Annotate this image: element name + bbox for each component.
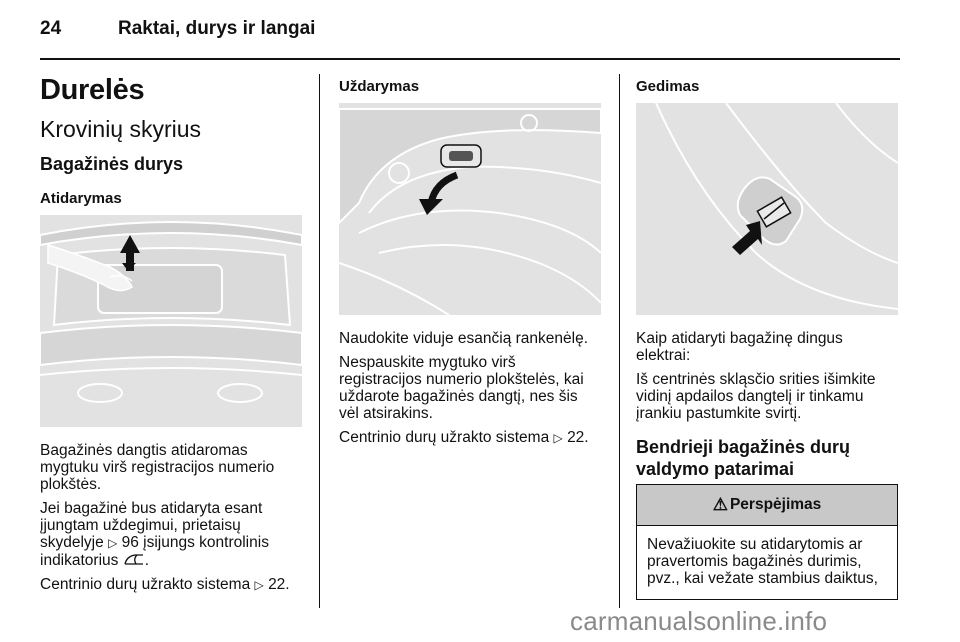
column-1-text <box>40 442 302 601</box>
paragraph-central-locking-ref[interactable] <box>40 576 302 594</box>
tailgate-closing-illustration <box>339 103 601 315</box>
subheading-malfunction: Gedimas <box>636 78 700 95</box>
paragraph-open-button: Bagažinės dangtis atidaromas mygtuku virš registracijos numerio plokštės. <box>40 442 275 493</box>
page-ref-number: 96 <box>121 534 139 551</box>
chapter-title: Raktai, durys ir langai <box>118 18 316 39</box>
paragraph-power-failure: Kaip atidaryti bagažinę dingus elektrai: <box>636 330 843 364</box>
para-text: Centrinio durų užrakto sistema <box>40 576 255 593</box>
page-ref-number: 22. <box>567 429 589 446</box>
emergency-release-illustration <box>636 103 898 315</box>
para-text: . <box>144 552 150 569</box>
page-reference-triangle-icon: ▷ <box>108 536 118 550</box>
subheading-opening: Atidarymas <box>40 190 122 207</box>
page-ref-number: 22. <box>268 576 290 593</box>
paragraph-inside-handle: Naudokite viduje esančią rankenėlę. <box>339 330 589 347</box>
warning-header <box>637 485 897 526</box>
page-reference-triangle-icon: ▷ <box>553 431 563 445</box>
warning-triangle-icon: ⚠ <box>712 495 728 514</box>
watermark: carmanualsonline.info <box>570 606 828 636</box>
column-3-text <box>636 330 898 429</box>
heading-doors: Durelės <box>40 74 145 106</box>
warning-text: Nevažiuokite su atidarytomis ar pravertomis bagažinės durimis, pvz., kai vežate stambius daiktus, <box>647 536 878 587</box>
header-divider <box>40 58 900 60</box>
para-text: įsijungs kontrolinis indikatorius <box>40 534 269 569</box>
column-divider-2 <box>619 74 620 608</box>
figure-emergency-release <box>636 103 898 315</box>
paragraph-do-not-press: Nespauskite mygtuko virš registracijos numerio plokštelės, kai uždarote bagažinės dangtį, nes šis vėl atsirakins. <box>339 354 584 422</box>
page-reference-triangle-icon: ▷ <box>254 578 264 592</box>
para-text: Jei bagažinė bus atidaryta esant įjungtam uždegimui, prietaisų skydelyje <box>40 500 263 551</box>
open-tailgate-indicator-icon <box>123 553 145 567</box>
paragraph-ignition-indicator <box>40 500 302 569</box>
heading-general-tailgate-tips: Bendrieji bagažinės durų valdymo patarimai <box>636 437 851 479</box>
page-number: 24 <box>40 18 62 39</box>
column-2-text <box>339 330 601 454</box>
heading-cargo-compartment: Krovinių skyrius <box>40 116 202 142</box>
heading-tailgate: Bagažinės durys <box>40 154 184 174</box>
paragraph-central-locking-ref[interactable] <box>339 429 601 447</box>
tailgate-opening-illustration <box>40 215 302 427</box>
paragraph-release-lever: Iš centrinės skląsčio srities išimkite vidinį apdailos dangtelį ir tinkamu įrankiu pastumkite svirtį. <box>636 371 876 422</box>
column-divider-1 <box>319 74 320 608</box>
figure-opening-tailgate <box>40 215 302 427</box>
warning-box <box>636 484 898 600</box>
warning-title: Perspėjimas <box>729 496 822 513</box>
para-text: Centrinio durų užrakto sistema <box>339 429 554 446</box>
figure-closing-tailgate <box>339 103 601 315</box>
subheading-closing: Uždarymas <box>339 78 420 95</box>
